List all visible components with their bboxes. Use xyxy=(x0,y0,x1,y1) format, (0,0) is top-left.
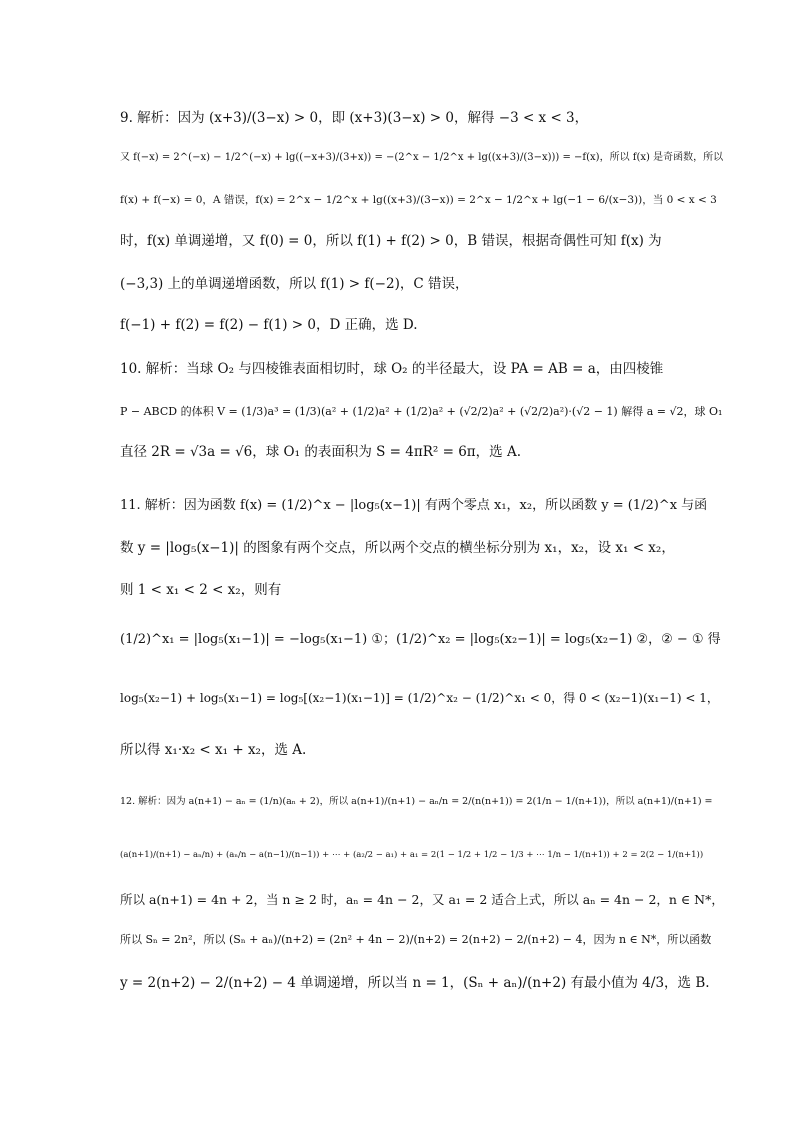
problem-10-line-1: 10. 解析：当球 O₂ 与四棱锥表面相切时，球 O₂ 的半径最大，设 PA = AB = a，由四棱锥 xyxy=(120,360,664,377)
problem-12-line-5: y = 2(n+2) − 2/(n+2) − 4 单调递增，所以当 n = 1，(Sₙ + aₙ)/(n+2) 有最小值为 4/3，选 B. xyxy=(120,974,710,991)
problem-11-line-4: (1/2)^x₁ = |log₅(x₁−1)| = −log₅(x₁−1) ①；(1/2)^x₂ = |log₅(x₂−1)| = log₅(x₂−1) ②，② − ① 得 xyxy=(120,631,721,647)
problem-9-line-1: 9. 解析：因为 (x+3)/(3−x) > 0，即 (x+3)(3−x) > 0，解得 −3 < x < 3， xyxy=(120,109,589,126)
problem-12-line-1: 12. 解析：因为 a(n+1) − aₙ = (1/n)(aₙ + 2)，所以 a(n+1)/(n+1) − aₙ/n = 2/(n(n+1)) = 2(1/n − 1/(n+1))，所以 a(n+1)/(n+1) = xyxy=(120,796,713,808)
problem-11-line-5: log₅(x₂−1) + log₅(x₁−1) = log₅[(x₂−1)(x₁−1)] = (1/2)^x₂ − (1/2)^x₁ < 0，得 0 < (x₂−1)(x₁−1) < 1， xyxy=(120,690,719,705)
problem-11-line-2: 数 y = |log₅(x−1)| 的图象有两个交点，所以两个交点的横坐标分别为 x₁，x₂，设 x₁ < x₂， xyxy=(120,539,675,556)
problem-12-line-2: (a(n+1)/(n+1) − aₙ/n) + (aₙ/n − a(n−1)/(n−1)) + ⋯ + (a₂/2 − a₁) + a₁ = 2(1 − 1/2 + 1/2 − 1/3 + ⋯ 1/n − 1/(n+1)) + 2 = 2(2 − 1/(n+1)) xyxy=(120,849,704,860)
problem-9-line-3: f(x) + f(−x) = 0，A 错误，f(x) = 2^x − 1/2^x + lg((x+3)/(3−x)) = 2^x − 1/2^x + lg(−1 − 6/(x−3))，当 0 < x < 3 xyxy=(120,194,717,207)
problem-9-line-4: 时，f(x) 单调递增，又 f(0) = 0，所以 f(1) + f(2) > 0，B 错误，根据奇偶性可知 f(x) 为 xyxy=(120,232,662,249)
problem-9-line-2: 又 f(−x) = 2^(−x) − 1/2^(−x) + lg((−x+3)/(3+x)) = −(2^x − 1/2^x + lg((x+3)/(3−x))) = −f(x)，所以 f(x) 是奇函数，所以 xyxy=(120,151,724,163)
problem-9-line-6: f(−1) + f(2) = f(2) − f(1) > 0，D 正确，选 D. xyxy=(120,316,418,333)
problem-10-line-2: P − ABCD 的体积 V = (1/3)a³ = (1/3)(a² + (1/2)a² + (1/2)a² + (√2/2)a² + (√2/2)a²)·(√2 − 1) 解得 a = √2，球 O₁ xyxy=(120,405,723,419)
problem-11-line-6: 所以得 x₁·x₂ < x₁ + x₂，选 A. xyxy=(120,741,307,758)
problem-10-line-3: 直径 2R = √3a = √6，球 O₁ 的表面积为 S = 4πR² = 6π，选 A. xyxy=(120,443,521,460)
problem-12-line-3: 所以 a(n+1) = 4n + 2，当 n ≥ 2 时，aₙ = 4n − 2，又 a₁ = 2 适合上式，所以 aₙ = 4n − 2，n ∈ N*， xyxy=(120,892,724,908)
problem-11-line-1: 11. 解析：因为函数 f(x) = (1/2)^x − |log₅(x−1)| 有两个零点 x₁，x₂，所以函数 y = (1/2)^x 与函 xyxy=(120,497,708,513)
problem-11-line-3: 则 1 < x₁ < 2 < x₂，则有 xyxy=(120,581,282,598)
problem-9-line-5: (−3,3) 上的单调递增函数，所以 f(1) > f(−2)，C 错误， xyxy=(120,275,469,292)
problem-12-line-4: 所以 Sₙ = 2n²，所以 (Sₙ + aₙ)/(n+2) = (2n² + 4n − 2)/(n+2) = 2(n+2) − 2/(n+2) − 4，因为 n ∈ N*，所以函数 xyxy=(120,933,712,947)
